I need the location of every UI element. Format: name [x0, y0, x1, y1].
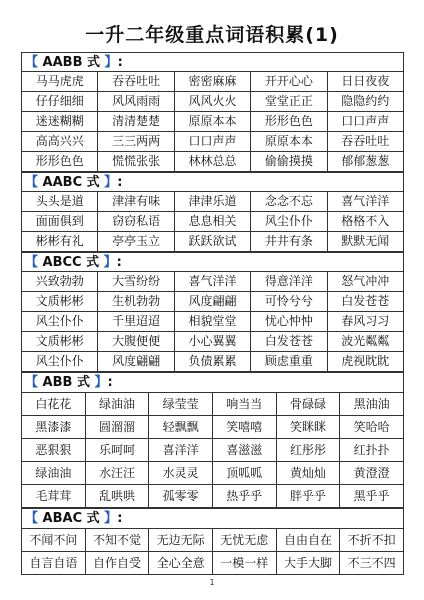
word-table — [21, 71, 404, 172]
table-row — [22, 272, 404, 292]
table-row — [22, 352, 404, 372]
word-cell: 笑眯眯 — [276, 416, 340, 439]
word-cell: 黄澄澄 — [340, 462, 404, 485]
word-cell: 三三两两 — [98, 132, 174, 152]
word-cell: 堂堂正正 — [251, 92, 327, 112]
word-cell: 日日夜夜 — [327, 72, 403, 92]
word-cell: 风风雨雨 — [98, 92, 174, 112]
word-cell: 绿油油 — [85, 393, 149, 416]
word-table — [21, 392, 404, 508]
section-colon: : — [107, 375, 113, 390]
word-cell: 马马虎虎 — [22, 72, 98, 92]
word-cell: 慌慌张张 — [98, 152, 174, 172]
word-cell: 密密麻麻 — [174, 72, 250, 92]
section-label: AABB 式 — [38, 55, 105, 70]
word-cell: 默默无闻 — [327, 232, 403, 252]
word-cell: 顾虑重重 — [251, 352, 327, 372]
word-cell: 负债累累 — [174, 352, 250, 372]
table-row — [22, 529, 404, 552]
word-cell: 清清楚楚 — [98, 112, 174, 132]
word-cell: 仔仔细细 — [22, 92, 98, 112]
word-cell: 绿油油 — [22, 462, 86, 485]
section-label: ABCC 式 — [38, 255, 104, 270]
word-cell: 黑漆漆 — [22, 416, 86, 439]
word-cell: 白发苍苍 — [251, 332, 327, 352]
word-cell: 文质彬彬 — [22, 292, 98, 312]
table-row — [22, 312, 404, 332]
bracket-close: 】 — [104, 175, 118, 190]
section-abac — [21, 508, 404, 575]
word-cell: 千里迢迢 — [98, 312, 174, 332]
word-cell: 胖乎乎 — [276, 485, 340, 508]
word-cell: 响当当 — [212, 393, 276, 416]
section-label: ABB 式 — [38, 375, 95, 390]
word-cell: 无边无际 — [149, 529, 213, 552]
word-cell: 自言自语 — [22, 552, 86, 575]
word-cell: 得意洋洋 — [251, 272, 327, 292]
word-cell: 文质彬彬 — [22, 332, 98, 352]
table-row — [22, 112, 404, 132]
table-row — [22, 485, 404, 508]
table-row — [22, 132, 404, 152]
word-cell: 可怜兮兮 — [251, 292, 327, 312]
word-cell: 黄灿灿 — [276, 462, 340, 485]
word-cell: 毛茸茸 — [22, 485, 86, 508]
section-colon: : — [117, 175, 123, 190]
word-cell: 自作自受 — [85, 552, 149, 575]
word-cell: 头头是道 — [22, 192, 98, 212]
table-row — [22, 232, 404, 252]
word-cell: 全心全意 — [149, 552, 213, 575]
bracket-open: 【 — [25, 255, 39, 270]
word-cell: 风度翩翩 — [98, 352, 174, 372]
section-aabc — [21, 172, 404, 252]
word-sheet — [21, 52, 404, 575]
word-cell: 津津有味 — [98, 192, 174, 212]
word-cell: 不三不四 — [340, 552, 404, 575]
word-table — [21, 528, 404, 575]
word-cell: 津津乐道 — [174, 192, 250, 212]
word-cell: 窃窃私语 — [98, 212, 174, 232]
word-cell: 原原本本 — [174, 112, 250, 132]
word-cell: 白花花 — [22, 393, 86, 416]
word-cell: 黑乎乎 — [340, 485, 404, 508]
section-header — [21, 172, 404, 191]
table-row — [22, 439, 404, 462]
table-row — [22, 416, 404, 439]
bracket-open: 【 — [25, 55, 39, 70]
word-cell: 轻飘飘 — [149, 416, 213, 439]
word-cell: 乱哄哄 — [85, 485, 149, 508]
bracket-open: 【 — [25, 511, 39, 526]
table-row — [22, 332, 404, 352]
section-header — [21, 252, 404, 271]
word-cell: 开开心心 — [251, 72, 327, 92]
word-cell: 林林总总 — [174, 152, 250, 172]
section-header — [21, 372, 404, 392]
word-cell: 井井有条 — [251, 232, 327, 252]
bracket-open: 【 — [25, 175, 39, 190]
table-row — [22, 393, 404, 416]
word-cell: 虎视眈眈 — [327, 352, 403, 372]
word-cell: 迷迷糊糊 — [22, 112, 98, 132]
table-row — [22, 462, 404, 485]
word-cell: 口口声声 — [327, 112, 403, 132]
page-title: 一升二年级重点词语积累(1) — [85, 24, 339, 46]
word-cell: 喜洋洋 — [149, 439, 213, 462]
word-cell: 春风习习 — [327, 312, 403, 332]
table-row — [22, 152, 404, 172]
table-row — [22, 192, 404, 212]
section-header — [21, 508, 404, 528]
word-cell: 水汪汪 — [85, 462, 149, 485]
table-row — [22, 92, 404, 112]
word-cell: 无忧无虑 — [212, 529, 276, 552]
table-row — [22, 552, 404, 575]
word-cell: 黑油油 — [340, 393, 404, 416]
word-cell: 形形色色 — [22, 152, 98, 172]
word-cell: 恶狠狠 — [22, 439, 86, 462]
word-cell: 水灵灵 — [149, 462, 213, 485]
word-cell: 高高兴兴 — [22, 132, 98, 152]
bracket-open: 【 — [25, 375, 39, 390]
word-cell: 怒气冲冲 — [327, 272, 403, 292]
word-cell: 圆溜溜 — [85, 416, 149, 439]
word-cell: 彬彬有礼 — [22, 232, 98, 252]
word-cell: 原原本本 — [251, 132, 327, 152]
word-cell: 笑嘻嘻 — [212, 416, 276, 439]
word-cell: 息息相关 — [174, 212, 250, 232]
word-cell: 形形色色 — [251, 112, 327, 132]
section-label: ABAC 式 — [38, 511, 105, 526]
word-cell: 口口声声 — [174, 132, 250, 152]
word-cell: 喜气洋洋 — [174, 272, 250, 292]
word-cell: 风尘仆仆 — [251, 212, 327, 232]
bracket-close: 】 — [103, 255, 117, 270]
word-table — [21, 271, 404, 372]
word-cell: 兴致勃勃 — [22, 272, 98, 292]
word-cell: 跃跃欲试 — [174, 232, 250, 252]
word-cell: 偷偷摸摸 — [251, 152, 327, 172]
table-row — [22, 292, 404, 312]
word-cell: 风尘仆仆 — [22, 312, 98, 332]
table-row — [22, 72, 404, 92]
word-cell: 生机勃勃 — [98, 292, 174, 312]
word-cell: 吞吞吐吐 — [327, 132, 403, 152]
word-cell: 郁郁葱葱 — [327, 152, 403, 172]
word-cell: 孤零零 — [149, 485, 213, 508]
word-cell: 乐呵呵 — [85, 439, 149, 462]
word-cell: 大手大脚 — [276, 552, 340, 575]
word-cell: 不折不扣 — [340, 529, 404, 552]
section-colon: : — [117, 511, 123, 526]
word-cell: 顶呱呱 — [212, 462, 276, 485]
word-cell: 波光粼粼 — [327, 332, 403, 352]
bracket-close: 】 — [94, 375, 108, 390]
word-cell: 念念不忘 — [251, 192, 327, 212]
word-cell: 一模一样 — [212, 552, 276, 575]
word-cell: 红扑扑 — [340, 439, 404, 462]
word-cell: 白发苍苍 — [327, 292, 403, 312]
word-cell: 小心翼翼 — [174, 332, 250, 352]
word-cell: 自由自在 — [276, 529, 340, 552]
word-cell: 风风火火 — [174, 92, 250, 112]
word-cell: 格格不入 — [327, 212, 403, 232]
word-cell: 红彤彤 — [276, 439, 340, 462]
section-header — [21, 52, 404, 71]
word-cell: 亭亭玉立 — [98, 232, 174, 252]
bracket-close: 】 — [104, 511, 118, 526]
section-colon: : — [117, 55, 123, 70]
section-aabb — [21, 52, 404, 172]
word-cell: 骨碌碌 — [276, 393, 340, 416]
word-cell: 隐隐约约 — [327, 92, 403, 112]
word-cell: 大雪纷纷 — [98, 272, 174, 292]
word-cell: 大腹便便 — [98, 332, 174, 352]
word-cell: 绿莹莹 — [149, 393, 213, 416]
word-cell: 面面俱到 — [22, 212, 98, 232]
section-abb — [21, 372, 404, 508]
section-label: AABC 式 — [38, 175, 105, 190]
word-cell: 喜滋滋 — [212, 439, 276, 462]
word-cell: 热乎乎 — [212, 485, 276, 508]
word-cell: 笑哈哈 — [340, 416, 404, 439]
word-cell: 喜气洋洋 — [327, 192, 403, 212]
word-cell: 吞吞吐吐 — [98, 72, 174, 92]
word-cell: 风度翩翩 — [174, 292, 250, 312]
word-cell: 风尘仆仆 — [22, 352, 98, 372]
section-colon: : — [116, 255, 122, 270]
table-row — [22, 212, 404, 232]
word-cell: 忧心忡忡 — [251, 312, 327, 332]
word-cell: 不知不觉 — [85, 529, 149, 552]
bracket-close: 】 — [104, 55, 118, 70]
word-table — [21, 191, 404, 252]
word-cell: 不闻不问 — [22, 529, 86, 552]
word-cell: 相貌堂堂 — [174, 312, 250, 332]
page-number: 1 — [209, 578, 215, 587]
section-abcc — [21, 252, 404, 372]
